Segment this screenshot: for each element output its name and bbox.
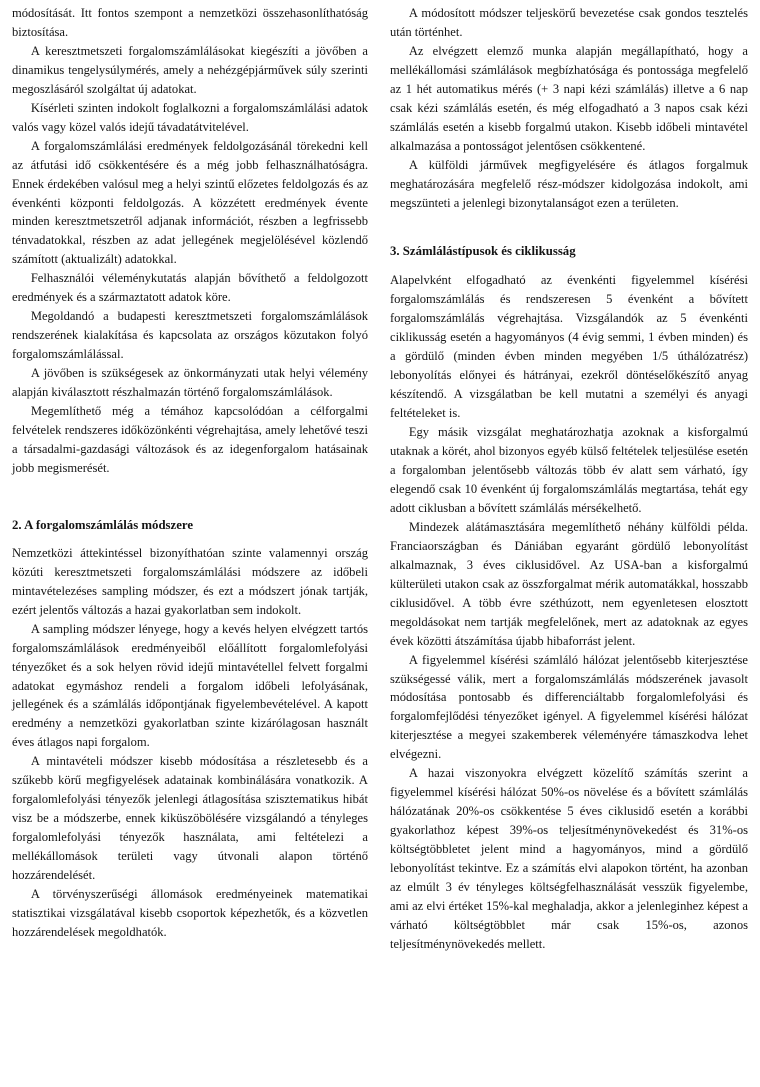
right-column (378, 0, 756, 1087)
paragraph: Megoldandó a budapesti keresztmetszeti forgalomszámlálások rendszerének kialakítása és kapcsolata az országos közutakon folyó forgalomszámlálással. (12, 309, 368, 362)
paragraph: Alapelvként elfogadható az évenkénti figyelemmel kísérési forgalomszámlálás és rendszeresen 5 évenként a bővített forgalomszámlálás végrehajtása. Vizsgálandók az 5 évenkénti ciklikusság esetén a hagyományos (4 évig semmi, 1 évben minden) és a gördülő (minden évben minden megyében 1/5 úthálózatrész) lebonyolítás előnyei és hátrányai, ezekről döntéselőkészítő anyag készítendő. A vizsgálatban be kell mutatni a személyi és anyagi feltételeket is. (390, 273, 748, 421)
paragraph: A törvényszerűségi állomások eredményeinek matematikai statisztikai vizsgálatával kisebb csoportok képezhetők, és a közvetlen hozzárendelések megoldhatók. (12, 886, 368, 939)
paragraph: módosítását. Itt fontos szempont a nemzetközi összehasonlíthatóság biztosítása. (12, 6, 368, 39)
paragraph: A keresztmetszeti forgalomszámlálásokat kiegészíti a jövőben a dinamikus tengelysúlymérés, amely a nehézgépjárművek súly szerinti megoszlásáról szolgáltat új adatokat. (12, 43, 368, 96)
section-heading: 3. Számlálástípusok és ciklikusság (390, 244, 576, 259)
paragraph: A mintavételi módszer kisebb módosítása a részletesebb és a szűkebb körű megfigyelések adatainak kombinálására vonatkozik. A forgalomlefolyási tényezők jelenlegi átlagosítása szisztematikus hibát visz be a módszerbe, ennek kiküszöbölésére vizsgálandó a tényleges forgalomlefolyási tényezők használata, ami feltételezi a mellékállomások területi vagy útvonali alapon történő hozzárendelését. (12, 754, 368, 883)
paragraph: A hazai viszonyokra elvégzett közelítő számítás szerint a figyelemmel kísérési hálózat 50%-os növelése és a bővített számlálás hálózatának 20%-os csökkentése 5 éves ciklusidő esetén a korábbi gyakorlathoz képest 39%-os teljesítménynövekedést és 31%-os költségtöbbletet jelent mind a hagyományos, mind a gördülő lebonyolítást tekintve. Ez a számítás elvi alapokon történt, ha azonban az elmúlt 3 év tényleges költségfelhasználását vesszük figyelembe, ami az elvi értéket 15%-kal meghaladja, akkor a jelenleginhez képest a várható költségtöbblet már csak 15%-os, azonos teljesítménynövekedés mellett. (390, 766, 748, 951)
paragraph: Felhasználói véleménykutatás alapján bővíthető a feldolgozott eredmények és a származtatott adatok köre. (12, 271, 368, 305)
paragraph: Nemzetközi áttekintéssel bizonyíthatóan szinte valamennyi ország közúti keresztmetszeti forgalomszámlálási módszere az időbeli mintavételezéses sampling módszer, és ezt a módszert jónak tartják, ezért jelentős változás a hazai gyakorlatban sem indokolt. (12, 545, 368, 617)
paragraph: A módosított módszer teljeskörű bevezetése csak gondos tesztelés után történhet. (390, 6, 748, 39)
paragraph: A forgalomszámlálási eredmények feldolgozásánál törekedni kell az átfutási idő csökkentésére és a még jobb felhasználhatóságra. Ennek érdekében valósul meg a helyi szintű előzetes feldolgozás és az évenkénti központi feldolgozás. A közzétett eredmények évente minden keresztmetszetről adjanak információt, részben a legfrissebb ténvadatokkal, részben az adat jellegének megjelölésével közlendő számított (aktualizált) adatokkal. (12, 138, 368, 267)
section-heading: 2. A forgalomszámlálás módszere (12, 517, 194, 532)
paragraph: A külföldi járművek megfigyelésére és átlagos forgalmuk meghatározására megfelelő rész-módszer kidolgozása indokolt, ami megszünteti a jelenlegi bizonytalanságot ezen a területen. (390, 157, 748, 210)
paragraph: A jövőben is szükségesek az önkormányzati utak helyi vélemény alapján kiválasztott részhalmazán történő forgalomszámlálások. (12, 366, 368, 400)
paragraph: A figyelemmel kísérési számláló hálózat jelentősebb kiterjesztése szükségessé válik, mert a forgalomszámlálás módszerének javasolt módosítása pontosabb és differenciáltabb forgalomlefolyási és forgalomfejlődési tényezőket igényel. A figyelemmel kísérési hálózat kiterjesztése a megyei szakemberek véleményére támaszkodva lehet elvégezni. (390, 652, 748, 762)
paragraph: A sampling módszer lényege, hogy a kevés helyen elvégzett tartós forgalomszámlálások eredményeiből előállított forgalomlefolyási tényezőket és a sok helyen rövid idejű mintavétellel felvett forgalmi adatokat egymáshoz rendeli a forgalom időbeli lefolyásának, jellegének és a számlálás időpontjának figyelembevételével. A kapott eredmény a nemzetközi gyakorlatban szinte kizárólagosan használt éves átlagos napi forgalom. (12, 621, 368, 750)
paragraph: Az elvégzett elemző munka alapján megállapítható, hogy a mellékállomási számlálások megbízhatósága és pontossága megfelelő az 1 hét automatikus mérés (+ 3 napi kézi számlálás) illetve a 6 nap csak kézi számlálás esetén, és még elfogadható a 3 napos csak kézi számlálás esetén a kisebb forgalmú utakon. Kisebb időbeli mintavétel alkalmazása a pontosságot jelentősen csökkentené. (390, 43, 748, 153)
paragraph: Megemlíthető még a témához kapcsolódóan a célforgalmi felvételek rendszeres időközönkénti végrehajtása, amely lehetővé teszi a társadalmi-gazdasági változások és az idegenforgalom hatásainak jobb megismerését. (12, 404, 368, 475)
left-column (4, 0, 378, 1087)
paragraph: Egy másik vizsgálat meghatározhatja azoknak a kisforgalmú utaknak a körét, ahol bizonyos egyéb külső feltételek teljesülése esetén a forgalomban jelentősebb változás több év alatt sem várható, így elegendő csak 10 évenként új forgalomszámlálás megtartása, tehát egy adott ciklusban a bővített számlálás mérsékelhető. (390, 425, 748, 515)
paragraph: Kísérleti szinten indokolt foglalkozni a forgalomszámlálási adatok valós vagy közel valós idejű távadatátvitelével. (12, 100, 368, 134)
paragraph: Mindezek alátámasztására megemlíthető néhány külföldi példa. Franciaországban és Dániában egyaránt gördülő lebonyolítást alkalmaznak, 3 éves ciklusidővel. Az USA-ban a kisforgalmú külterületi utakon csak az összforgalmat mérik automatákkal, hosszabb ciklusidővel. A több évre széthúzott, nem egyenletesen elosztott megoldásokat nem tartják megfelelőnek, mert az adatoknak az egyes évek közötti átszámítása újabb hibaforrást jelent. (390, 519, 748, 648)
